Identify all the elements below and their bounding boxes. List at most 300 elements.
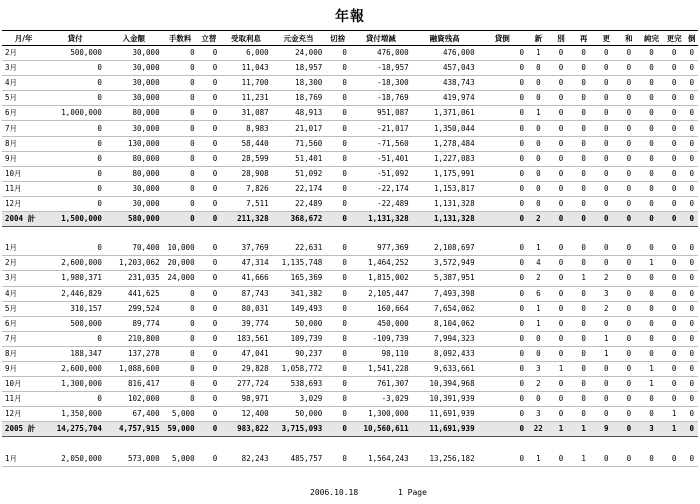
value-cell: 0 — [595, 212, 618, 227]
value-cell: 2 — [595, 271, 618, 286]
value-cell: 0 — [618, 136, 641, 151]
spacer-cell — [2, 227, 698, 242]
period-cell: 5月 — [2, 91, 45, 106]
value-cell: 1 — [640, 377, 663, 392]
value-cell: 0 — [572, 181, 595, 196]
value-cell: 0 — [640, 271, 663, 286]
value-cell: 0 — [663, 46, 686, 61]
value-cell: 0 — [640, 241, 663, 256]
column-header: 更 — [595, 31, 618, 46]
value-cell: 1,464,252 — [350, 256, 412, 271]
value-cell: 51,092 — [272, 166, 326, 181]
period-cell: 10月 — [2, 166, 45, 181]
value-cell: 310,157 — [45, 301, 105, 316]
page-number: 1 Page — [398, 488, 427, 497]
value-cell: 71,560 — [272, 136, 326, 151]
value-cell: 89,774 — [105, 316, 163, 331]
value-cell: 0 — [663, 121, 686, 136]
value-cell: 0 — [640, 212, 663, 227]
value-cell: 0 — [163, 377, 198, 392]
value-cell: 0 — [663, 361, 686, 376]
value-cell: 2 — [527, 377, 550, 392]
value-cell: 1 — [572, 271, 595, 286]
value-cell: 0 — [685, 61, 698, 76]
value-cell: 0 — [640, 61, 663, 76]
value-cell: 0 — [640, 196, 663, 211]
value-cell: 1 — [640, 361, 663, 376]
value-cell: 0 — [550, 212, 573, 227]
value-cell: 11,691,939 — [412, 422, 478, 437]
value-cell: 0 — [640, 331, 663, 346]
value-cell: 0 — [198, 361, 221, 376]
period-cell: 5月 — [2, 301, 45, 316]
value-cell: 30,000 — [105, 61, 163, 76]
value-cell: 0 — [685, 212, 698, 227]
value-cell: 0 — [685, 422, 698, 437]
value-cell: 0 — [685, 271, 698, 286]
value-cell: 0 — [478, 301, 527, 316]
value-cell: 30,000 — [105, 76, 163, 91]
value-cell: 0 — [640, 151, 663, 166]
spacer-row — [2, 437, 698, 452]
value-cell: 48,913 — [272, 106, 326, 121]
value-cell: -71,560 — [350, 136, 412, 151]
value-cell: 1,500,000 — [45, 212, 105, 227]
value-cell: 80,000 — [105, 166, 163, 181]
value-cell: 7,994,323 — [412, 331, 478, 346]
column-header: 新 — [527, 31, 550, 46]
value-cell: 0 — [198, 452, 221, 467]
value-cell: 1,980,371 — [45, 271, 105, 286]
column-header: 入金額 — [105, 31, 163, 46]
value-cell: 0 — [198, 331, 221, 346]
column-header: 元金充当 — [272, 31, 326, 46]
value-cell: 0 — [325, 452, 350, 467]
table-row — [2, 46, 698, 61]
value-cell: 0 — [478, 241, 527, 256]
value-cell: 0 — [663, 212, 686, 227]
value-cell: 98,110 — [350, 346, 412, 361]
value-cell: 0 — [595, 392, 618, 407]
value-cell: 0 — [478, 212, 527, 227]
value-cell: 0 — [478, 346, 527, 361]
value-cell: 80,000 — [105, 151, 163, 166]
value-cell: 137,278 — [105, 346, 163, 361]
value-cell: 0 — [325, 407, 350, 422]
table-row — [2, 91, 698, 106]
value-cell: 3 — [527, 361, 550, 376]
value-cell: 1,131,328 — [350, 212, 412, 227]
value-cell: 0 — [663, 151, 686, 166]
value-cell: 0 — [663, 166, 686, 181]
value-cell: -51,401 — [350, 151, 412, 166]
value-cell: 59,000 — [163, 422, 198, 437]
value-cell: 0 — [663, 256, 686, 271]
value-cell: 18,300 — [272, 76, 326, 91]
value-cell: 0 — [163, 61, 198, 76]
value-cell: 0 — [595, 106, 618, 121]
value-cell: 0 — [640, 166, 663, 181]
value-cell: 0 — [685, 46, 698, 61]
value-cell: 0 — [198, 196, 221, 211]
column-header: 倒 — [685, 31, 698, 46]
value-cell: 1,175,991 — [412, 166, 478, 181]
value-cell: 0 — [618, 46, 641, 61]
value-cell: 0 — [198, 407, 221, 422]
value-cell: 50,000 — [272, 316, 326, 331]
value-cell: 0 — [572, 407, 595, 422]
value-cell: 0 — [640, 91, 663, 106]
value-cell: 31,087 — [220, 106, 271, 121]
value-cell: 0 — [325, 166, 350, 181]
value-cell: 573,000 — [105, 452, 163, 467]
value-cell: 0 — [595, 377, 618, 392]
value-cell: 0 — [572, 377, 595, 392]
spacer-cell — [2, 437, 698, 452]
value-cell: 0 — [685, 361, 698, 376]
value-cell: 3 — [527, 407, 550, 422]
value-cell: 0 — [618, 271, 641, 286]
value-cell: 0 — [640, 301, 663, 316]
value-cell: 1 — [527, 452, 550, 467]
value-cell: 0 — [595, 407, 618, 422]
value-cell: 0 — [572, 212, 595, 227]
value-cell: 10,391,939 — [412, 392, 478, 407]
value-cell: 0 — [527, 61, 550, 76]
value-cell: -22,489 — [350, 196, 412, 211]
table-header-row — [2, 31, 698, 46]
value-cell: 0 — [618, 106, 641, 121]
value-cell: 0 — [640, 136, 663, 151]
value-cell: 0 — [595, 166, 618, 181]
value-cell: 0 — [663, 91, 686, 106]
value-cell: 0 — [618, 241, 641, 256]
value-cell: 0 — [198, 301, 221, 316]
value-cell: 0 — [325, 151, 350, 166]
value-cell: 0 — [595, 91, 618, 106]
value-cell: 0 — [640, 106, 663, 121]
value-cell: 0 — [663, 196, 686, 211]
value-cell: 0 — [550, 76, 573, 91]
value-cell: 50,000 — [272, 407, 326, 422]
value-cell: 0 — [527, 91, 550, 106]
value-cell: 0 — [478, 256, 527, 271]
value-cell: 0 — [325, 136, 350, 151]
table-row — [2, 346, 698, 361]
value-cell: 0 — [685, 452, 698, 467]
value-cell: 0 — [325, 377, 350, 392]
value-cell: 1 — [640, 256, 663, 271]
value-cell: 0 — [478, 392, 527, 407]
value-cell: 1,088,600 — [105, 361, 163, 376]
column-header: 別 — [550, 31, 573, 46]
value-cell: 0 — [478, 361, 527, 376]
value-cell: 0 — [618, 121, 641, 136]
value-cell: 0 — [618, 331, 641, 346]
value-cell: 2 — [595, 301, 618, 316]
value-cell: 0 — [618, 316, 641, 331]
value-cell: 1 — [527, 46, 550, 61]
value-cell: 0 — [550, 136, 573, 151]
value-cell: 0 — [163, 346, 198, 361]
value-cell: 51,401 — [272, 151, 326, 166]
value-cell: 22,174 — [272, 181, 326, 196]
value-cell: 0 — [45, 76, 105, 91]
value-cell: 1,541,228 — [350, 361, 412, 376]
print-date: 2006.10.18 — [310, 488, 359, 497]
value-cell: 12,400 — [220, 407, 271, 422]
value-cell: 0 — [198, 212, 221, 227]
value-cell: 0 — [45, 151, 105, 166]
value-cell: 1,564,243 — [350, 452, 412, 467]
value-cell: 0 — [618, 452, 641, 467]
period-cell: 11月 — [2, 181, 45, 196]
value-cell: 1 — [527, 106, 550, 121]
value-cell: 5,000 — [163, 452, 198, 467]
value-cell: 0 — [685, 166, 698, 181]
value-cell: 0 — [595, 241, 618, 256]
value-cell: -18,957 — [350, 61, 412, 76]
value-cell: 0 — [663, 61, 686, 76]
value-cell: 11,691,939 — [412, 407, 478, 422]
value-cell: 0 — [198, 136, 221, 151]
value-cell: 0 — [618, 212, 641, 227]
value-cell: 24,000 — [272, 46, 326, 61]
value-cell: 0 — [325, 316, 350, 331]
value-cell: 0 — [663, 346, 686, 361]
value-cell: 0 — [478, 452, 527, 467]
value-cell: 0 — [325, 256, 350, 271]
value-cell: 0 — [478, 61, 527, 76]
value-cell: 0 — [640, 316, 663, 331]
period-cell: 9月 — [2, 151, 45, 166]
value-cell: -3,029 — [350, 392, 412, 407]
value-cell: 983,822 — [220, 422, 271, 437]
value-cell: 0 — [163, 301, 198, 316]
value-cell: 0 — [45, 121, 105, 136]
value-cell: 0 — [45, 181, 105, 196]
value-cell: 0 — [198, 256, 221, 271]
table-row — [2, 452, 698, 467]
value-cell: 0 — [550, 196, 573, 211]
value-cell: 3,572,949 — [412, 256, 478, 271]
value-cell: 1 — [663, 407, 686, 422]
value-cell: 0 — [572, 301, 595, 316]
value-cell: 0 — [685, 331, 698, 346]
value-cell: 0 — [595, 316, 618, 331]
value-cell: 87,743 — [220, 286, 271, 301]
value-cell: 0 — [572, 136, 595, 151]
value-cell: 0 — [163, 331, 198, 346]
value-cell: 0 — [685, 91, 698, 106]
value-cell: 0 — [595, 181, 618, 196]
value-cell: 368,672 — [272, 212, 326, 227]
value-cell: 0 — [325, 331, 350, 346]
value-cell: 0 — [45, 166, 105, 181]
value-cell: 0 — [618, 346, 641, 361]
value-cell: 30,000 — [105, 91, 163, 106]
value-cell: 0 — [685, 151, 698, 166]
value-cell: 0 — [163, 151, 198, 166]
column-header: 再 — [572, 31, 595, 46]
value-cell: -21,017 — [350, 121, 412, 136]
value-cell: 0 — [478, 271, 527, 286]
value-cell: 0 — [478, 76, 527, 91]
column-header: 貸倒 — [478, 31, 527, 46]
value-cell: 30,000 — [105, 121, 163, 136]
value-cell: 6,000 — [220, 46, 271, 61]
value-cell: 0 — [198, 151, 221, 166]
value-cell: 0 — [640, 452, 663, 467]
period-cell: 2005 計 — [2, 422, 45, 437]
year-total-row — [2, 422, 698, 437]
column-header: 手数料 — [163, 31, 198, 46]
value-cell: 0 — [163, 76, 198, 91]
value-cell: 0 — [45, 392, 105, 407]
value-cell: 0 — [550, 271, 573, 286]
table-row — [2, 136, 698, 151]
value-cell: 1,300,000 — [350, 407, 412, 422]
value-cell: 0 — [640, 46, 663, 61]
value-cell: 0 — [478, 377, 527, 392]
value-cell: 0 — [572, 256, 595, 271]
period-cell: 7月 — [2, 121, 45, 136]
value-cell: 0 — [685, 407, 698, 422]
value-cell: 0 — [478, 422, 527, 437]
value-cell: 5,000 — [163, 407, 198, 422]
table-row — [2, 271, 698, 286]
value-cell: 0 — [478, 46, 527, 61]
value-cell: 3,029 — [272, 392, 326, 407]
period-cell: 7月 — [2, 331, 45, 346]
value-cell: 0 — [595, 196, 618, 211]
table-row — [2, 256, 698, 271]
year-total-row — [2, 212, 698, 227]
value-cell: 0 — [325, 301, 350, 316]
value-cell: 109,739 — [272, 331, 326, 346]
value-cell: 22,631 — [272, 241, 326, 256]
table-row — [2, 61, 698, 76]
period-cell: 1月 — [2, 241, 45, 256]
value-cell: 0 — [663, 76, 686, 91]
value-cell: 2,600,000 — [45, 256, 105, 271]
value-cell: 0 — [325, 46, 350, 61]
value-cell: 0 — [685, 121, 698, 136]
value-cell: 0 — [550, 331, 573, 346]
period-cell: 3月 — [2, 61, 45, 76]
period-cell: 10月 — [2, 377, 45, 392]
value-cell: 10,000 — [163, 241, 198, 256]
value-cell: 0 — [618, 301, 641, 316]
value-cell: 0 — [163, 316, 198, 331]
value-cell: 58,440 — [220, 136, 271, 151]
value-cell: 0 — [163, 46, 198, 61]
value-cell: 0 — [198, 166, 221, 181]
value-cell: 22,489 — [272, 196, 326, 211]
value-cell: 4 — [527, 256, 550, 271]
value-cell: 0 — [685, 316, 698, 331]
value-cell: -18,300 — [350, 76, 412, 91]
value-cell: 1,058,772 — [272, 361, 326, 376]
table-row — [2, 331, 698, 346]
value-cell: 0 — [550, 407, 573, 422]
value-cell: 0 — [618, 392, 641, 407]
value-cell: 341,382 — [272, 286, 326, 301]
value-cell: 5,387,951 — [412, 271, 478, 286]
value-cell: 0 — [527, 136, 550, 151]
value-cell: 30,000 — [105, 46, 163, 61]
value-cell: 0 — [685, 256, 698, 271]
value-cell: 0 — [685, 301, 698, 316]
value-cell: 0 — [163, 91, 198, 106]
value-cell: 0 — [198, 241, 221, 256]
value-cell: 0 — [478, 106, 527, 121]
value-cell: 0 — [527, 181, 550, 196]
value-cell: 0 — [198, 76, 221, 91]
value-cell: 1,350,044 — [412, 121, 478, 136]
value-cell: 29,828 — [220, 361, 271, 376]
column-header: 純完 — [640, 31, 663, 46]
value-cell: 0 — [478, 91, 527, 106]
period-cell: 2月 — [2, 256, 45, 271]
value-cell: 0 — [685, 76, 698, 91]
value-cell: 0 — [550, 301, 573, 316]
period-cell: 8月 — [2, 346, 45, 361]
table-row — [2, 76, 698, 91]
value-cell: 0 — [527, 392, 550, 407]
value-cell: 98,971 — [220, 392, 271, 407]
value-cell: 0 — [478, 196, 527, 211]
value-cell: 0 — [198, 106, 221, 121]
value-cell: 1,815,002 — [350, 271, 412, 286]
value-cell: 11,231 — [220, 91, 271, 106]
value-cell: 438,743 — [412, 76, 478, 91]
value-cell: 47,314 — [220, 256, 271, 271]
report-title: 年報 — [335, 9, 365, 25]
value-cell: 0 — [550, 256, 573, 271]
value-cell: 183,561 — [220, 331, 271, 346]
value-cell: 0 — [198, 316, 221, 331]
value-cell: 0 — [198, 46, 221, 61]
table-row — [2, 361, 698, 376]
table-row — [2, 166, 698, 181]
value-cell: 24,000 — [163, 271, 198, 286]
value-cell: 0 — [550, 166, 573, 181]
value-cell: 4,757,915 — [105, 422, 163, 437]
value-cell: 951,087 — [350, 106, 412, 121]
column-header: 立替 — [198, 31, 221, 46]
value-cell: 0 — [478, 286, 527, 301]
value-cell: 13,256,182 — [412, 452, 478, 467]
value-cell: 0 — [478, 136, 527, 151]
value-cell: 20,000 — [163, 256, 198, 271]
value-cell: 2,050,000 — [45, 452, 105, 467]
value-cell: 70,400 — [105, 241, 163, 256]
value-cell: 0 — [478, 316, 527, 331]
period-cell: 9月 — [2, 361, 45, 376]
value-cell: 0 — [478, 166, 527, 181]
value-cell: 277,724 — [220, 377, 271, 392]
value-cell: 0 — [572, 121, 595, 136]
value-cell: 580,000 — [105, 212, 163, 227]
value-cell: 0 — [663, 241, 686, 256]
value-cell: 0 — [198, 121, 221, 136]
value-cell: 0 — [685, 106, 698, 121]
period-cell: 6月 — [2, 316, 45, 331]
value-cell: 1 — [527, 316, 550, 331]
value-cell: 1,278,484 — [412, 136, 478, 151]
value-cell: 7,493,398 — [412, 286, 478, 301]
